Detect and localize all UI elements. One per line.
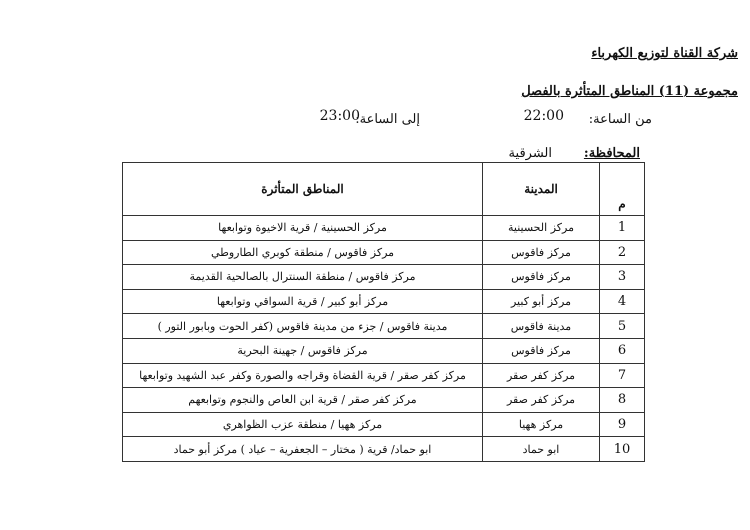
table-row <box>123 289 645 314</box>
affected-areas-table <box>122 162 645 462</box>
table-row <box>123 216 645 241</box>
row-areas: مدينة فاقوس / جزء من مدينة فاقوس (كفر الحوت وبابور التور ) <box>123 314 483 339</box>
row-number: 4 <box>600 289 645 314</box>
table-header-row <box>123 163 645 216</box>
row-number: 2 <box>600 240 645 265</box>
column-header-number: م <box>600 163 645 216</box>
group-title: مجموعة (11) المناطق المتأثرة بالفصل <box>521 84 738 99</box>
row-areas: مركز فاقوس / منطقة كوبري الطاروطي <box>123 240 483 265</box>
row-number: 1 <box>600 216 645 241</box>
governorate-label: المحافظة: <box>583 146 640 161</box>
row-areas: مركز كفر صقر / قرية القضاة وقراجه والصورة وكفر عبد الشهيد وتوابعها <box>123 363 483 388</box>
to-time-value: 23:00 <box>319 108 360 124</box>
row-city: مركز فاقوس <box>483 338 600 363</box>
row-areas: مركز أبو كبير / قرية السواقي وتوابعها <box>123 289 483 314</box>
row-city: مركز أبو كبير <box>483 289 600 314</box>
row-city: مركز الحسينية <box>483 216 600 241</box>
row-number: 5 <box>600 314 645 339</box>
row-city: ابو حماد <box>483 437 600 462</box>
table-row <box>123 388 645 413</box>
row-areas: مركز الحسينية / قرية الاخيوة وتوابعها <box>123 216 483 241</box>
table-row <box>123 363 645 388</box>
row-areas: مركز فاقوس / منطقة السنترال بالصالحية القديمة <box>123 265 483 290</box>
row-areas: مركز كفر صقر / قرية ابن العاص والنجوم وتوابعهم <box>123 388 483 413</box>
row-city: مركز فاقوس <box>483 240 600 265</box>
row-number: 8 <box>600 388 645 413</box>
row-areas: مركز فاقوس / جهينة البحرية <box>123 338 483 363</box>
from-time-label: من الساعة: <box>588 112 652 127</box>
row-areas: مركز ههيا / منطقة عزب الظواهري <box>123 412 483 437</box>
column-header-areas: المناطق المتأثرة <box>123 163 483 216</box>
row-city: مدينة فاقوس <box>483 314 600 339</box>
row-city: مركز كفر صقر <box>483 363 600 388</box>
row-number: 7 <box>600 363 645 388</box>
table-row <box>123 314 645 339</box>
row-number: 10 <box>600 437 645 462</box>
row-number: 6 <box>600 338 645 363</box>
table-row <box>123 265 645 290</box>
from-time-value: 22:00 <box>523 108 564 124</box>
company-title: شركة القناة لتوزيع الكهرباء <box>591 46 738 61</box>
to-time-label: إلى الساعة: <box>355 112 420 127</box>
row-city: مركز ههيا <box>483 412 600 437</box>
row-number: 3 <box>600 265 645 290</box>
row-areas: ابو حماد/ قرية ( مختار – الجعفرية – عياد ) مركز أبو حماد <box>123 437 483 462</box>
table-row <box>123 437 645 462</box>
governorate-value: الشرقية <box>508 146 552 161</box>
table-row <box>123 412 645 437</box>
column-header-city: المدينة <box>483 163 600 216</box>
table-row <box>123 240 645 265</box>
row-number: 9 <box>600 412 645 437</box>
table-row <box>123 338 645 363</box>
row-city: مركز فاقوس <box>483 265 600 290</box>
row-city: مركز كفر صقر <box>483 388 600 413</box>
